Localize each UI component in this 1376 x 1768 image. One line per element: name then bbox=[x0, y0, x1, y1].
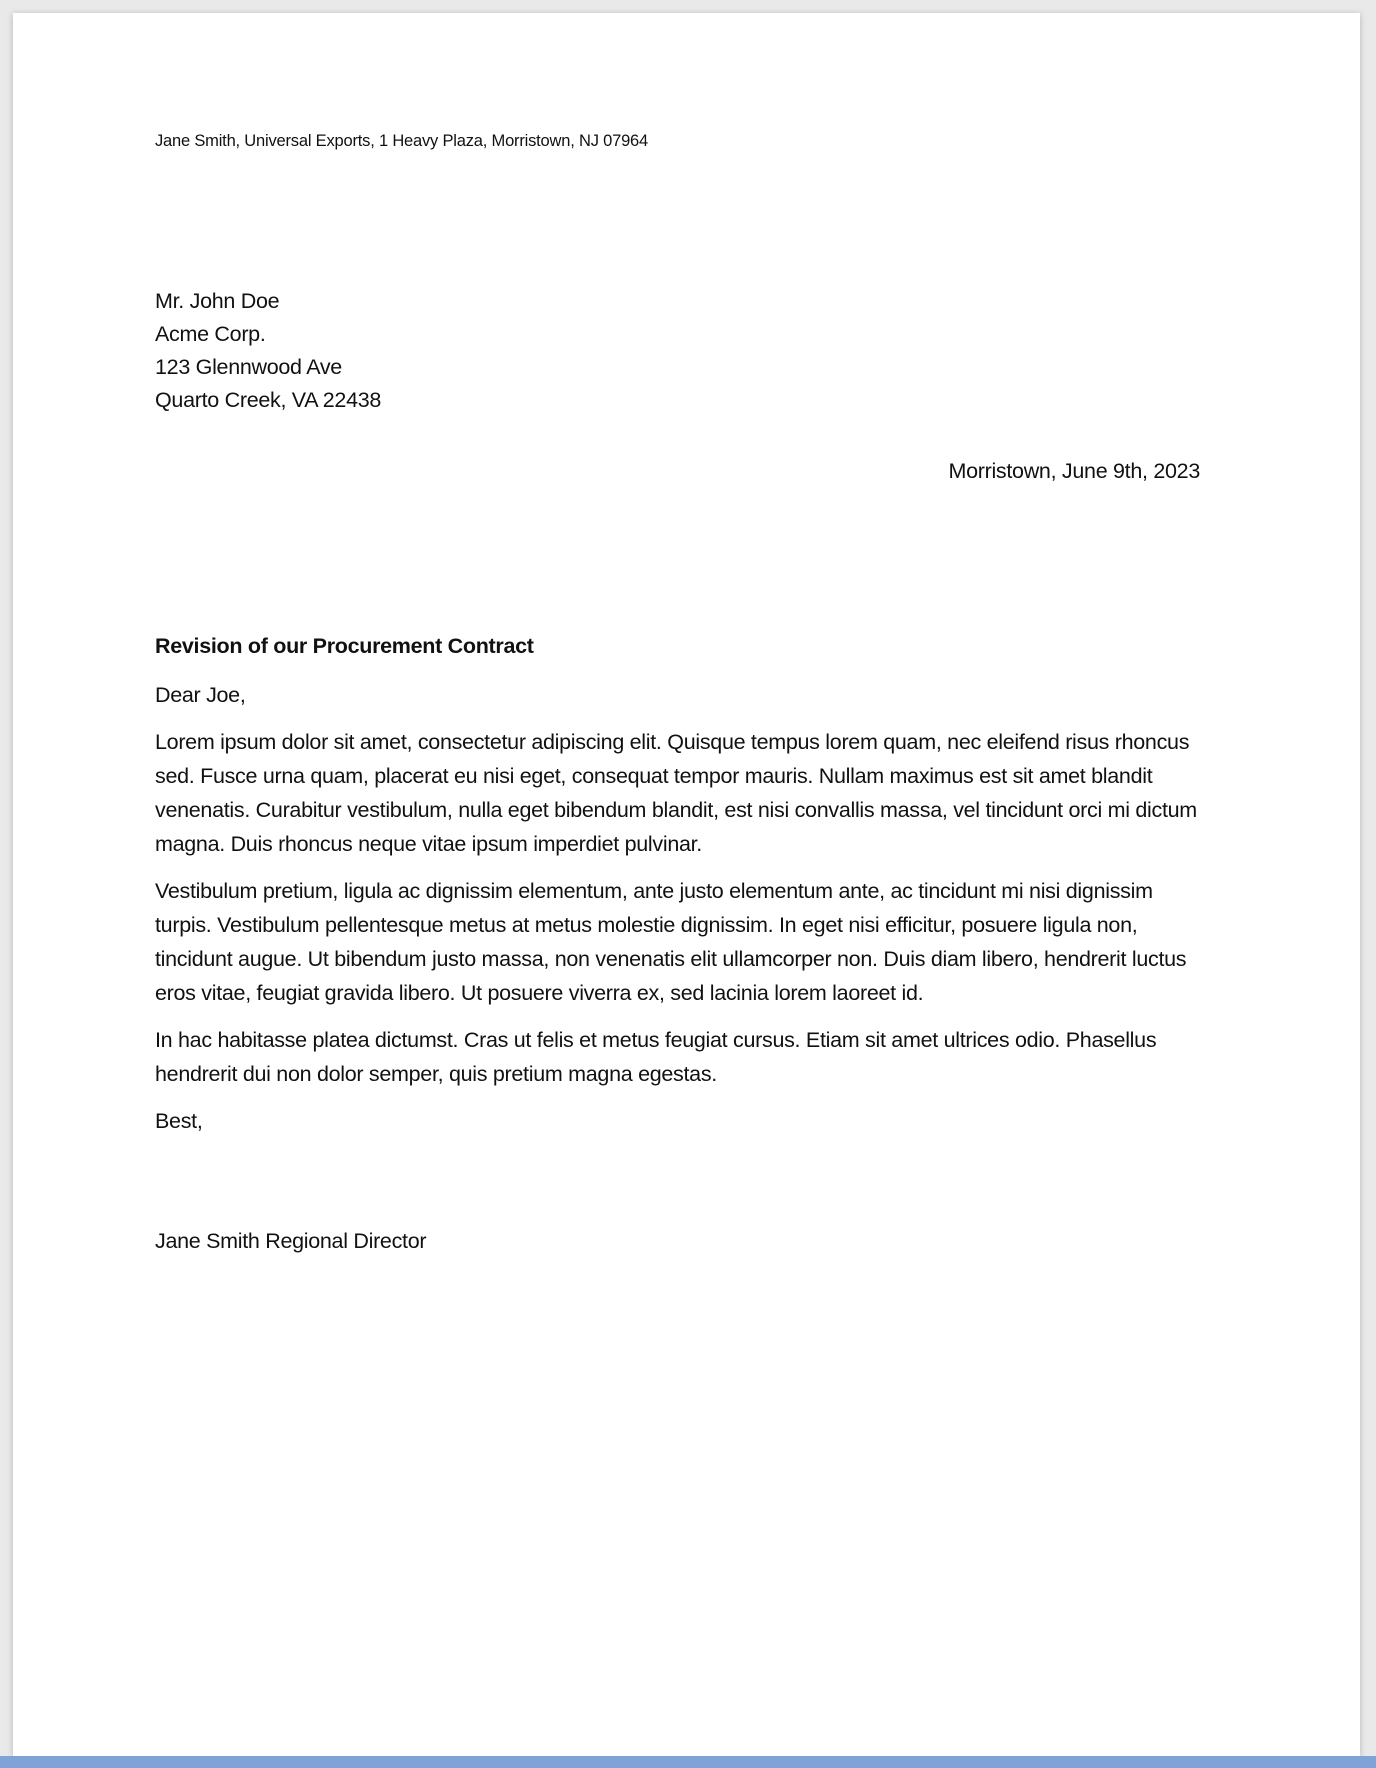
body-paragraph-2: Vestibulum pretium, ligula ac dignissim elementum, ante justo elementum ante, ac tincidunt mi nisi dignissim turpis. Vestibulum pellentesque metus at metus molestie dignissim. In eget nisi efficitur, posuere ligula non, tincidunt augue. Ut bibendum justo massa, non venenatis elit ullamcorper non. Duis diam libero, hendrerit luctus eros vitae, feugiat gravida libero. Ut posuere viverra ex, sed lacinia lorem laoreet id. bbox=[155, 879, 1187, 1005]
date-line: Morristown, June 9th, 2023 bbox=[948, 459, 1200, 483]
body-paragraph-1: Lorem ipsum dolor sit amet, consectetur adipiscing elit. Quisque tempus lorem quam, nec eleifend risus rhoncus sed. Fusce urna quam, placerat eu nisi eget, consequat tempor mauris. Nullam maximus est sit amet blandit venenatis. Curabitur vestibulum, nulla eget bibendum blandit, est nisi convallis massa, vel tincidunt orci mi dictum magna. Duis rhoncus neque vitae ipsum imperdiet pulvinar. bbox=[155, 730, 1197, 856]
recipient-company: Acme Corp. bbox=[155, 322, 266, 346]
body-paragraph-3: In hac habitasse platea dictumst. Cras ut felis et metus feugiat cursus. Etiam sit amet ultrices odio. Phasellus hendrerit dui non dolor semper, quis pretium magna egestas. bbox=[155, 1028, 1157, 1086]
recipient-name: Mr. John Doe bbox=[155, 289, 280, 313]
viewport-bottom-strip bbox=[0, 1756, 1376, 1768]
signature-line: Jane Smith Regional Director bbox=[155, 1229, 427, 1253]
letter-page bbox=[13, 13, 1360, 1756]
subject-line: Revision of our Procurement Contract bbox=[155, 634, 534, 658]
closing-line: Best, bbox=[155, 1109, 203, 1133]
recipient-street: 123 Glennwood Ave bbox=[155, 355, 342, 379]
recipient-address-block bbox=[155, 285, 1200, 417]
salutation: Dear Joe, bbox=[155, 683, 246, 707]
recipient-city-state-zip: Quarto Creek, VA 22438 bbox=[155, 388, 382, 412]
sender-address-line: Jane Smith, Universal Exports, 1 Heavy Plaza, Morristown, NJ 07964 bbox=[155, 132, 649, 150]
